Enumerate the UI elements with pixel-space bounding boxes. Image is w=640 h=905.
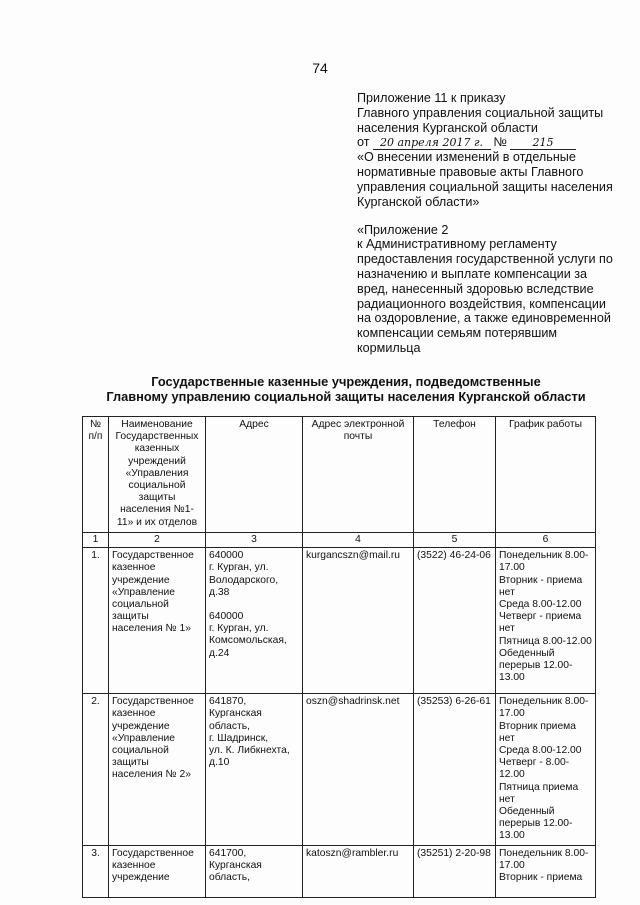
from-label: от xyxy=(357,135,370,150)
col-header-email: Адрес электронной почты xyxy=(303,417,414,533)
heading-line-1: Государственные казенные учреждения, подведомственные xyxy=(151,374,541,389)
number-label: № xyxy=(493,135,508,150)
schedule-line: Пятница приема нет xyxy=(499,781,579,805)
table-heading xyxy=(40,374,640,405)
col-header-number: № п/п xyxy=(83,417,109,533)
schedule-line: Вторник приема нет xyxy=(499,720,576,744)
col-index: 5 xyxy=(414,533,496,548)
institution-name: Государственное казенное учреждение «Управление социальной защиты населения № 1» xyxy=(109,548,206,694)
order-subject: «О внесении изменений в отдельные нормативные правовые акты Главного управления социальной защиты населения Курганской области» xyxy=(357,150,613,209)
institution-phone: (3522) 46-24-06 xyxy=(414,548,496,694)
handwritten-date: 20 апреля 2017 г. xyxy=(373,137,491,150)
institution-schedule xyxy=(496,845,596,897)
appendix-block xyxy=(357,91,619,356)
institution-email: kurgancszn@mail.ru xyxy=(303,548,414,694)
institution-address xyxy=(206,694,303,845)
row-number: 2. xyxy=(83,694,109,845)
institution-name: Государственное казенное учреждение xyxy=(109,845,206,897)
col-header-phone: Телефон xyxy=(414,417,496,533)
address-line: Курганская область, xyxy=(209,859,262,884)
address-line: 640000 xyxy=(209,550,244,562)
col-header-address: Адрес xyxy=(206,417,303,533)
address-line: 640000 xyxy=(209,611,244,623)
col-index: 3 xyxy=(206,533,303,548)
institution-name: Государственное казенное учреждение «Управление социальной защиты населения № 2» xyxy=(109,694,206,845)
institution-email: katoszn@rambler.ru xyxy=(303,845,414,897)
col-header-schedule: График работы xyxy=(496,417,596,533)
schedule-line: Обеденный перерыв 12.00-13.00 xyxy=(499,647,573,684)
handwritten-number: 215 xyxy=(510,137,576,150)
schedule-line: Обеденный перерыв 12.00-13.00 xyxy=(499,806,573,842)
institution-email: oszn@shadrinsk.net xyxy=(303,694,414,845)
institution-schedule xyxy=(496,694,596,845)
address-line: 641870, xyxy=(209,696,247,708)
schedule-line: Среда 8.00-12.00 xyxy=(499,599,582,611)
schedule-line: Понедельник 8.00-17.00 xyxy=(499,847,589,871)
schedule-line: Вторник - приема xyxy=(499,872,583,884)
appendix-title: Приложение 11 к приказу xyxy=(357,91,506,105)
appendix-line-3: населения Курганской области xyxy=(357,120,538,135)
page-number: 74 xyxy=(312,60,328,76)
institution-schedule xyxy=(496,548,596,694)
institution-address xyxy=(206,548,303,694)
schedule-line: Вторник - приема нет xyxy=(499,574,583,598)
col-index: 1 xyxy=(83,533,109,548)
schedule-line: Четверг - 8.00-12.00 xyxy=(499,757,570,781)
schedule-line: Пятница 8.00-12.00 xyxy=(499,635,592,647)
schedule-line: Четверг - приема нет xyxy=(499,611,582,635)
attachment-title: «Приложение 2 xyxy=(357,222,449,237)
attachment-body: к Административному регламенту предоставления государственной услуги по назначению и выплате компенсации за вред, нанесенный здоровью вследствие радиационного воздействия, компенсации на оздоровление, а также единовременной компенсации семьям потерявшим кормильца xyxy=(357,237,613,355)
address-line: г. Курган, ул. Володарского, д.38 xyxy=(209,562,279,598)
col-header-name: Наименование Государственных казенных учреждений «Управления социальной защиты населения №1-11» и их отделов xyxy=(109,417,206,533)
column-index-row xyxy=(83,533,596,548)
table-row xyxy=(83,845,596,897)
address-line: г. Курган, ул. Комсомольская, д.24 xyxy=(209,623,287,659)
schedule-line: Понедельник 8.00-17.00 xyxy=(499,696,589,720)
col-index: 4 xyxy=(303,533,414,548)
table-row xyxy=(83,548,596,694)
institution-address xyxy=(206,845,303,897)
col-index: 6 xyxy=(496,533,596,548)
row-number: 1. xyxy=(83,548,109,694)
table-row xyxy=(83,694,596,845)
heading-line-2: Главному управлению социальной защиты населения Курганской области xyxy=(106,389,586,405)
address-line: г. Шадринск, xyxy=(209,732,269,744)
institution-phone: (35253) 6-26-61 xyxy=(414,694,496,845)
institutions-table xyxy=(82,416,596,898)
order-date-number-line xyxy=(357,135,619,150)
address-line: ул. К. Либкнехта, д.10 xyxy=(209,745,290,769)
col-index: 2 xyxy=(109,533,206,548)
appendix-line-2: Главного управления социальной защиты xyxy=(357,105,604,120)
schedule-line: Среда 8.00-12.00 xyxy=(499,745,582,757)
row-number: 3. xyxy=(83,845,109,897)
address-line: 641700, xyxy=(209,847,247,859)
schedule-line: Понедельник 8.00-17.00 xyxy=(499,550,589,574)
table-header-row xyxy=(83,417,596,533)
address-line: Курганская область, xyxy=(209,708,262,732)
institution-phone: (35251) 2-20-98 xyxy=(414,845,496,897)
